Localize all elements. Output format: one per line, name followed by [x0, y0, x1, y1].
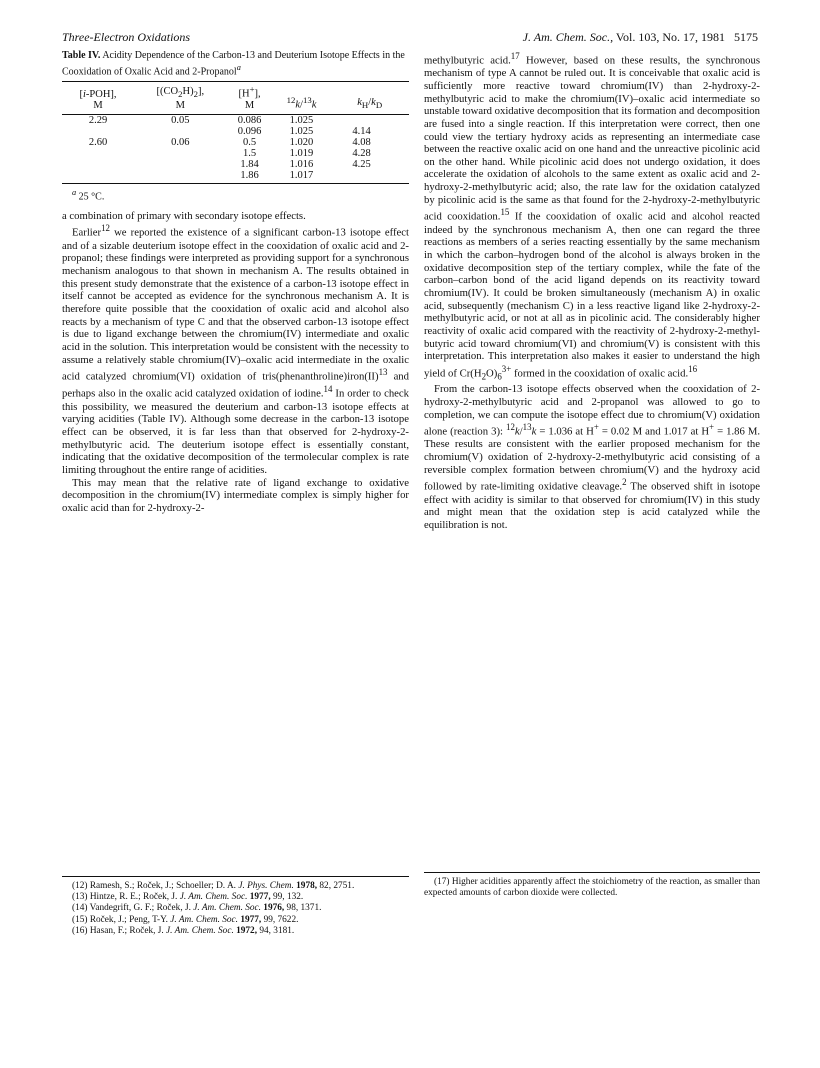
table-cell: 2.29: [88, 114, 108, 126]
table-cell: 4.14: [352, 125, 371, 137]
footnote: (13) Hintze, R. E.; Roček, J. J. Am. Chem. Soc. 1977, 99, 132.: [72, 892, 304, 903]
table-cell: [330, 170, 409, 181]
table-title: Acidity Dependence of the Carbon-13 and Deuterium Isotope Effects in the Cooxidation of Oxalic Acid and 2-Propanol: [62, 50, 405, 78]
paragraph: methylbutyric acid.$^{17}$ However, based on these results, the synchronous mechanism of type A cannot be ruled out. It is conceivable that oxalic acid is sufficiently more reactive toward chromium(IV) than 2-hydroxy-2-methylbutyric acid to make the chromium(IV)–oxalic acid intermediate so unstable toward oxidative decomposition that its formation and decomposition are fused into a single reaction. If this interpretation were correct, then one could view the tertiary hydroxy acids as representing an intermediate case between the reactive oxalic acid on one hand and the unreactive picolinic acid on the other hand. While picolinic acid does not undergo oxidation, it does accelerate the oxidation of alcohols to the same extent as oxalic acid and 2-hydroxy-2-methylbutyric acid; also, the rate law for the oxidation catalyzed by picolinic acid is the same as that found for the 2-hydroxy-2-methylbutyric acid cooxidation.$^{15}$ If the cooxidation of oxalic acid and alcohol reacted indeed by the synchronous mechanism A, then one can regard the three reactions as members of a series reacting essentially by the same mechanism in which the carbon–hydrogen bond of the alcohol is always broken in the oxidative decomposition step of the tertiary complex, while the fate of the carbon–carbon bond of the acid ligand depends on its reactivity toward chromium(IV). It could be broken simultaneously (mechanism A) in oxalic acid, subsequently (mechanism C) in a less reactive ligand like 2-hydroxy-2-methylbutyric acid, or not at all as in picolinic acid. The considerably higher reactivity of oxalic acid compared with the reactivity of 2-hydroxy-2-methyl-butyric acid toward chromium(VI) and chromium(V) is consistent with this interpretation. This interpretation also makes it easier to understand the high yield of $Cr(H_2O)_6^{3+}$ formed in the cooxidation of oxalic acid.$^{16}$: [424, 51, 760, 382]
table-cell: 0.096: [237, 125, 262, 137]
table-cell: 1.017: [289, 169, 314, 181]
footnotes-right: [424, 872, 760, 899]
table-footnote: $^a$ 25 °C.: [72, 187, 105, 203]
table-label: Table IV.: [62, 50, 101, 61]
table-row: [62, 170, 409, 181]
table-caption: Table IV. Acidity Dependence of the Carbon-13 and Deuterium Isotope Effects in the Cooxidation of Oxalic Acid and 2-Propanol$^a$: [62, 50, 405, 78]
table-cell: [62, 126, 134, 137]
paragraph: This may mean that the relative rate of ligand exchange to oxidative decomposition in the chromium(IV) intermediate complex is simply higher for oxalic acid than for 2-hydroxy-2-: [62, 476, 409, 514]
table-row: [62, 115, 409, 126]
volume-info: Vol. 103, No. 17, 1981: [615, 30, 725, 44]
right-column: [424, 50, 760, 532]
table-cell: 0.5: [242, 136, 257, 148]
table-cell: 1.025: [289, 114, 314, 126]
footnote: (15) Roček, J.; Peng, T-Y. J. Am. Chem. Soc. 1977, 99, 7622.: [72, 914, 299, 925]
table-cell: 4.25: [352, 158, 371, 170]
table-row: [62, 159, 409, 170]
page-number: 5175: [734, 30, 758, 44]
table-cell: [134, 170, 227, 181]
table-cell: 0.05: [171, 114, 190, 126]
journal-name: J. Am. Chem. Soc.,: [522, 30, 614, 44]
table-row: [62, 137, 409, 148]
footnote: (12) Ramesh, S.; Roček, J.; Schoeller; D. A. J. Phys. Chem. 1978, 82, 2751.: [72, 881, 355, 891]
running-title: Three-Electron Oxidations: [62, 30, 191, 44]
table-header-row: [62, 82, 409, 114]
table-cell: [62, 170, 134, 181]
table-cell: 1.016: [289, 158, 314, 170]
column-header: $^{12}$k/$^{13}$k: [286, 95, 317, 111]
table-cell: [134, 126, 227, 137]
table-row: [62, 148, 409, 159]
table-cell: 1.5: [242, 147, 257, 159]
footnote: (14) Vandegrift, G. F.; Roček, J. J. Am. Chem. Soc. 1976, 98, 1371.: [72, 903, 322, 914]
table-cell: 0.086: [237, 114, 262, 126]
table-cell: 0.06: [171, 136, 190, 148]
table-cell: 2.60: [88, 136, 108, 148]
column-header: [i-POH], M: [79, 88, 117, 111]
table-cell: 1.86: [240, 169, 259, 181]
table-cell: [62, 148, 134, 159]
table-cell: 1.84: [240, 158, 259, 170]
table-cell: 4.08: [352, 136, 371, 148]
table-cell: [330, 115, 409, 126]
footnotes-left: [62, 876, 409, 937]
column-header: $k_H/k_D$: [357, 96, 383, 110]
isotope-effects-table: [62, 82, 409, 181]
table-cell: 1.020: [289, 136, 314, 148]
paragraph: a combination of primary with secondary isotope effects.: [62, 209, 306, 222]
table-cell: [134, 148, 227, 159]
column-header: $[(CO_2H)_2]$, M: [156, 85, 205, 111]
table-cell: [134, 159, 227, 170]
column-header: [H+], M: [238, 84, 261, 111]
journal-header: [440, 30, 758, 45]
footnote: (16) Hasan, F.; Roček, J. J. Am. Chem. Soc. 1972, 94, 3181.: [72, 925, 295, 936]
table-cell: [62, 159, 134, 170]
left-column: [62, 50, 409, 515]
table-cell: 1.025: [289, 125, 314, 137]
table-cell: 1.019: [289, 147, 314, 159]
footnote-17: (17) Higher acidities apparently affect the stoichiometry of the reaction, as smaller than expected amounts of carbon dioxide were collected.: [424, 877, 760, 899]
table-row: [62, 126, 409, 137]
paragraph: Earlier$^{12}$ we reported the existence of a significant carbon-13 isotope effect and of a sizable deuterium isotope effect in the cooxidation of oxalic acid and 2-propanol; these findings were interpreted as providing support for a synchronous mechanism analogous to that shown in mechanism A. The results obtained in this present study demonstrate that the existence of a carbon-13 isotope effect in itself cannot be accepted as evidence for the synchronous mechanism A. It is therefore quite possible that the cooxidation of oxalic acid and alcohol also reacts by a mechanism of type C and that the observed carbon-13 isotope effect is due to ligand exchange between the chromium(IV) intermediate and oxalic acid in the solution. This interpretation would be consistent with the necessity to assume a relatively stable chromium(IV)–oxalic acid intermediate in the oxalic acid catalyzed chromium(VI) oxidation of tris(phenanthroline)iron(II)$^{13}$ and perhaps also in the oxalic acid catalyzed oxidation of iodine.$^{14}$ In order to check this possibility, we measured the deuterium and carbon-13 isotope effects at varying acidities (Table IV). Although some decrease in the carbon-13 isotope effect can be observed, it is far less than that observed for 2-hydroxy-2-methylbutyric acid. The deuterium isotope effect is essentially constant, indicating that the oxidative decomposition of the termolecular complex is rate limiting throughout the entire range of acidities.: [62, 223, 409, 476]
paragraph: From the carbon-13 isotope effects observed when the cooxidation of 2-hydroxy-2-methylbutyric acid and 2-propanol was allowed to go to completion, we can compute the isotope effect due to chromium(V) oxidation alone (reaction 3): $^{12}$k/$^{13}$k = 1.036 at H+ = 0.02 M and 1.017 at H+ = 1.86 M. These results are consistent with the earlier proposed mechanism for the chromium(V) oxidation of 2-hydroxy-2-methylbutyric acid consisting of a reversible complex formation between chromium(V) and the hydroxy acid followed by rate-limiting oxidative cleavage.$^2$ The observed shift in isotope effect with acidity is similar to that observed for chromium(IV) in this study and might mean that the oxidation step is acid catalyzed while the equilibration is not.: [424, 383, 760, 531]
table-cell: 4.28: [352, 147, 371, 159]
